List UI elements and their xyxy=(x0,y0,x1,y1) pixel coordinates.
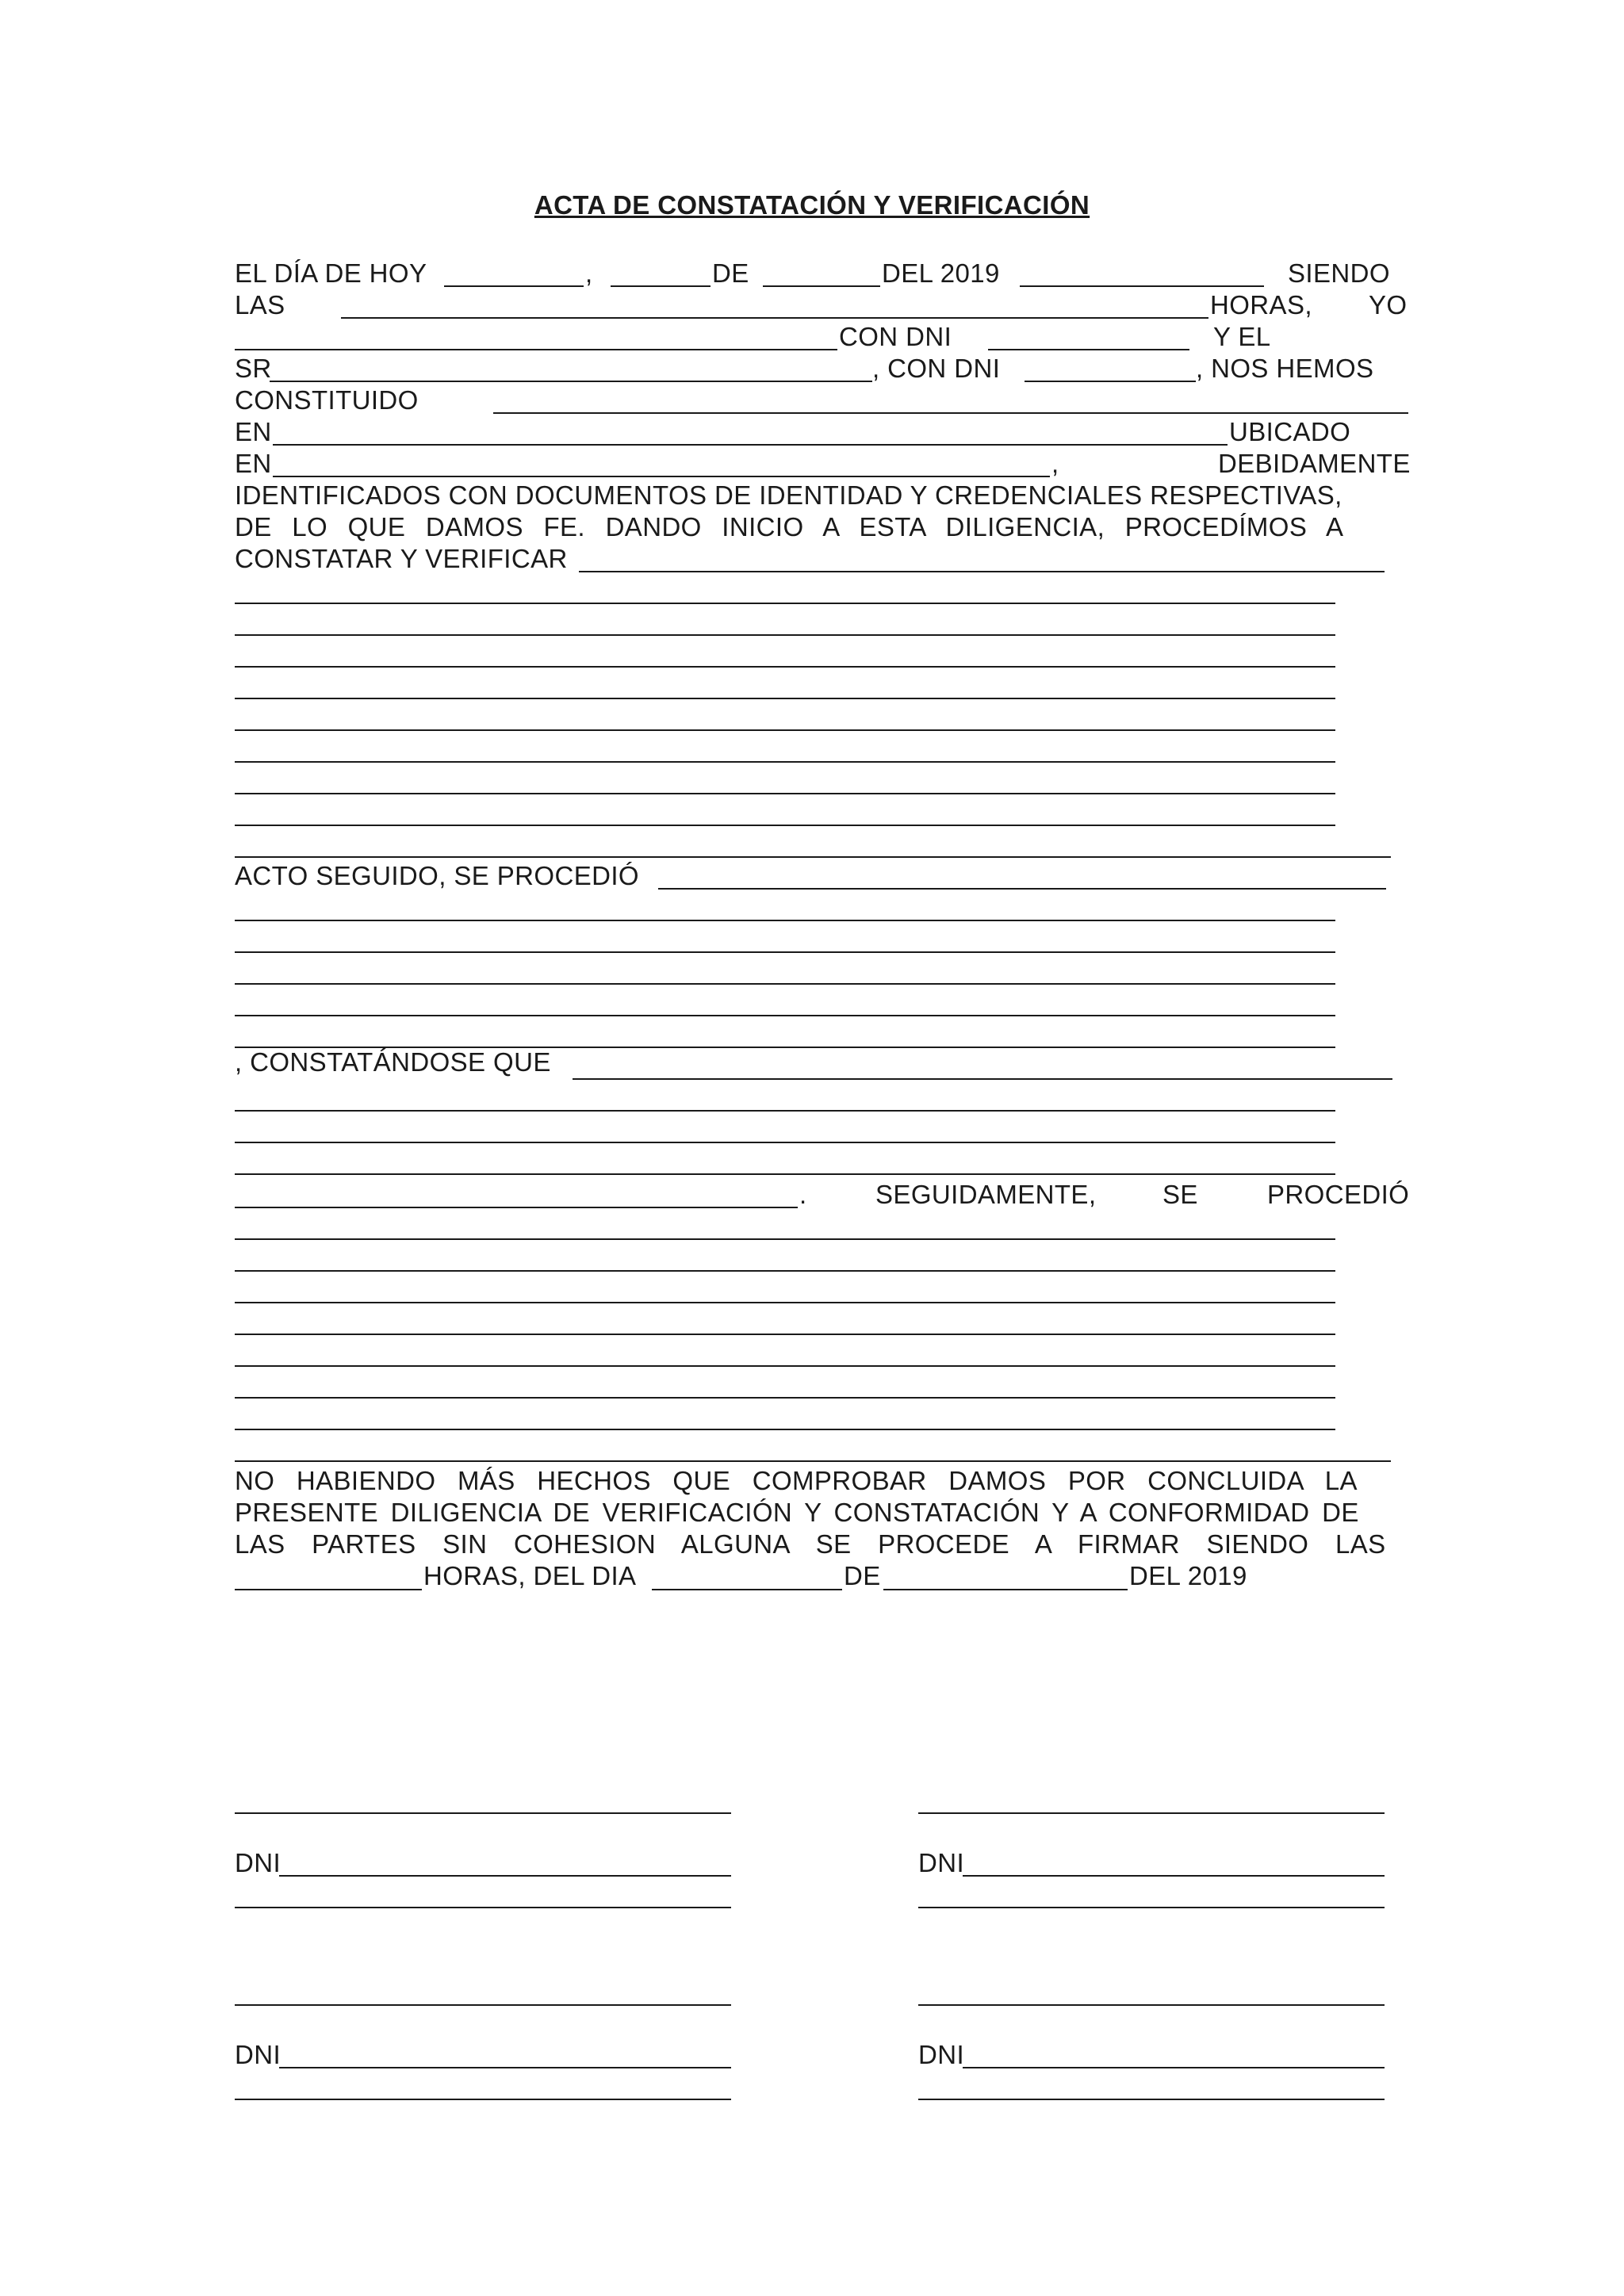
page-title: ACTA DE CONSTATACIÓN Y VERIFICACIÓN xyxy=(534,190,1090,220)
text-constatandose: , CONSTATÁNDOSE QUE xyxy=(235,1047,551,1077)
text-con-dni-2: , CON DNI xyxy=(872,354,1001,383)
blank-line[interactable] xyxy=(235,761,1335,763)
dni-line-2[interactable] xyxy=(963,1875,1385,1877)
text-closing-del-2019: DEL 2019 xyxy=(1129,1561,1247,1590)
blank-hour[interactable] xyxy=(341,317,1208,319)
text-constituido: CONSTITUIDO xyxy=(235,385,419,415)
blank-sr-name[interactable] xyxy=(270,381,872,382)
blank-line[interactable] xyxy=(235,1397,1335,1399)
blank-line[interactable] xyxy=(235,1015,1335,1016)
dni-label-2: DNI xyxy=(918,1848,965,1877)
blank-constatandose[interactable] xyxy=(573,1078,1392,1080)
blank-line[interactable] xyxy=(235,1334,1335,1335)
text-comma: , xyxy=(585,258,593,288)
text-horas-del-dia: HORAS, DEL DIA xyxy=(423,1561,637,1590)
text-ubicado: UBICADO xyxy=(1229,417,1351,446)
text-en-2: EN xyxy=(235,449,272,478)
signature-line-1[interactable] xyxy=(235,1812,731,1814)
blank-line[interactable] xyxy=(235,1110,1335,1112)
blank-yo-name[interactable] xyxy=(235,349,837,350)
blank-month[interactable] xyxy=(763,285,880,287)
text-se: SE xyxy=(1162,1180,1198,1209)
blank-acto-seguido[interactable] xyxy=(658,888,1386,890)
text-sr: SR xyxy=(235,354,272,383)
text-el-dia-de-hoy: EL DÍA DE HOY xyxy=(235,258,427,288)
dni-label-1: DNI xyxy=(235,1848,282,1877)
blank-ubicado[interactable] xyxy=(273,476,1050,477)
blank-line[interactable] xyxy=(235,951,1335,953)
signature-line-4[interactable] xyxy=(918,2004,1385,2006)
blank-line[interactable] xyxy=(235,1270,1335,1272)
blank-line[interactable] xyxy=(235,729,1335,731)
blank-line[interactable] xyxy=(235,1238,1335,1240)
blank-line[interactable] xyxy=(235,1365,1335,1367)
extra-line-4[interactable] xyxy=(918,2099,1385,2100)
blank-dni-1[interactable] xyxy=(988,349,1189,350)
blank-line[interactable] xyxy=(235,603,1335,604)
text-closing-2: PRESENTE DILIGENCIA DE VERIFICACIÓN Y CONSTATACIÓN Y A CONFORMIDAD DE xyxy=(235,1498,1359,1527)
blank-line[interactable] xyxy=(235,1302,1335,1303)
text-identificados: IDENTIFICADOS CON DOCUMENTOS DE IDENTIDAD Y CREDENCIALES RESPECTIVAS, xyxy=(235,480,1342,510)
text-closing-de: DE xyxy=(844,1561,881,1590)
text-acto-seguido: ACTO SEGUIDO, SE PROCEDIÓ xyxy=(235,861,639,890)
text-seguidamente: SEGUIDAMENTE, xyxy=(875,1180,1097,1209)
text-damos-fe: DE LO QUE DAMOS FE. DANDO INICIO A ESTA DILIGENCIA, PROCEDÍMOS A xyxy=(235,512,1344,541)
text-las: LAS xyxy=(235,290,285,320)
blank-de[interactable] xyxy=(611,285,710,287)
text-comma-2: , xyxy=(1051,449,1059,478)
text-y-el: Y EL xyxy=(1213,322,1271,351)
blank-line[interactable] xyxy=(235,825,1335,826)
extra-line-2[interactable] xyxy=(918,1907,1385,1908)
blank-line[interactable] xyxy=(235,666,1335,668)
extra-line-3[interactable] xyxy=(235,2099,731,2100)
blank-line[interactable] xyxy=(235,1460,1391,1462)
dni-line-4[interactable] xyxy=(963,2067,1385,2068)
blank-day[interactable] xyxy=(444,285,584,287)
dni-line-1[interactable] xyxy=(279,1875,731,1877)
dni-label-3: DNI xyxy=(235,2040,282,2069)
text-con-dni: CON DNI xyxy=(839,322,952,351)
blank-line[interactable] xyxy=(235,698,1335,699)
blank-constituido[interactable] xyxy=(493,412,1408,414)
blank-dni-2[interactable] xyxy=(1025,381,1196,382)
blank-year-extra[interactable] xyxy=(1020,285,1264,287)
text-nos-hemos: , NOS HEMOS xyxy=(1196,354,1374,383)
text-debidamente: DEBIDAMENTE xyxy=(1218,449,1411,478)
blank-line[interactable] xyxy=(235,983,1335,985)
extra-line-1[interactable] xyxy=(235,1907,731,1908)
text-closing-1: NO HABIENDO MÁS HECHOS QUE COMPROBAR DAMOS POR CONCLUIDA LA xyxy=(235,1466,1358,1495)
text-constatar: CONSTATAR Y VERIFICAR xyxy=(235,544,568,573)
text-del-2019: DEL 2019 xyxy=(882,258,1000,288)
text-period: . xyxy=(799,1180,807,1209)
text-closing-3: LAS PARTES SIN COHESION ALGUNA SE PROCEDE A FIRMAR SIENDO LAS xyxy=(235,1529,1386,1559)
text-horas: HORAS, xyxy=(1210,290,1312,320)
text-procedio: PROCEDIÓ xyxy=(1267,1180,1410,1209)
blank-before-seguidamente[interactable] xyxy=(235,1207,798,1208)
text-yo: YO xyxy=(1369,290,1408,320)
blank-line[interactable] xyxy=(235,920,1335,921)
blank-line[interactable] xyxy=(235,1429,1335,1430)
blank-constatar[interactable] xyxy=(579,571,1385,572)
blank-closing-month[interactable] xyxy=(883,1589,1128,1590)
signature-line-3[interactable] xyxy=(235,2004,731,2006)
blank-closing-day[interactable] xyxy=(652,1589,842,1590)
blank-closing-hour[interactable] xyxy=(235,1589,422,1590)
dni-line-3[interactable] xyxy=(279,2067,731,2068)
blank-line[interactable] xyxy=(235,1142,1335,1143)
blank-line[interactable] xyxy=(235,634,1335,636)
blank-en[interactable] xyxy=(273,444,1228,446)
dni-label-4: DNI xyxy=(918,2040,965,2069)
text-siendo: SIENDO xyxy=(1288,258,1390,288)
text-de: DE xyxy=(712,258,749,288)
blank-line[interactable] xyxy=(235,856,1391,858)
signature-line-2[interactable] xyxy=(918,1812,1385,1814)
text-en: EN xyxy=(235,417,272,446)
blank-line[interactable] xyxy=(235,1173,1335,1175)
blank-line[interactable] xyxy=(235,793,1335,794)
